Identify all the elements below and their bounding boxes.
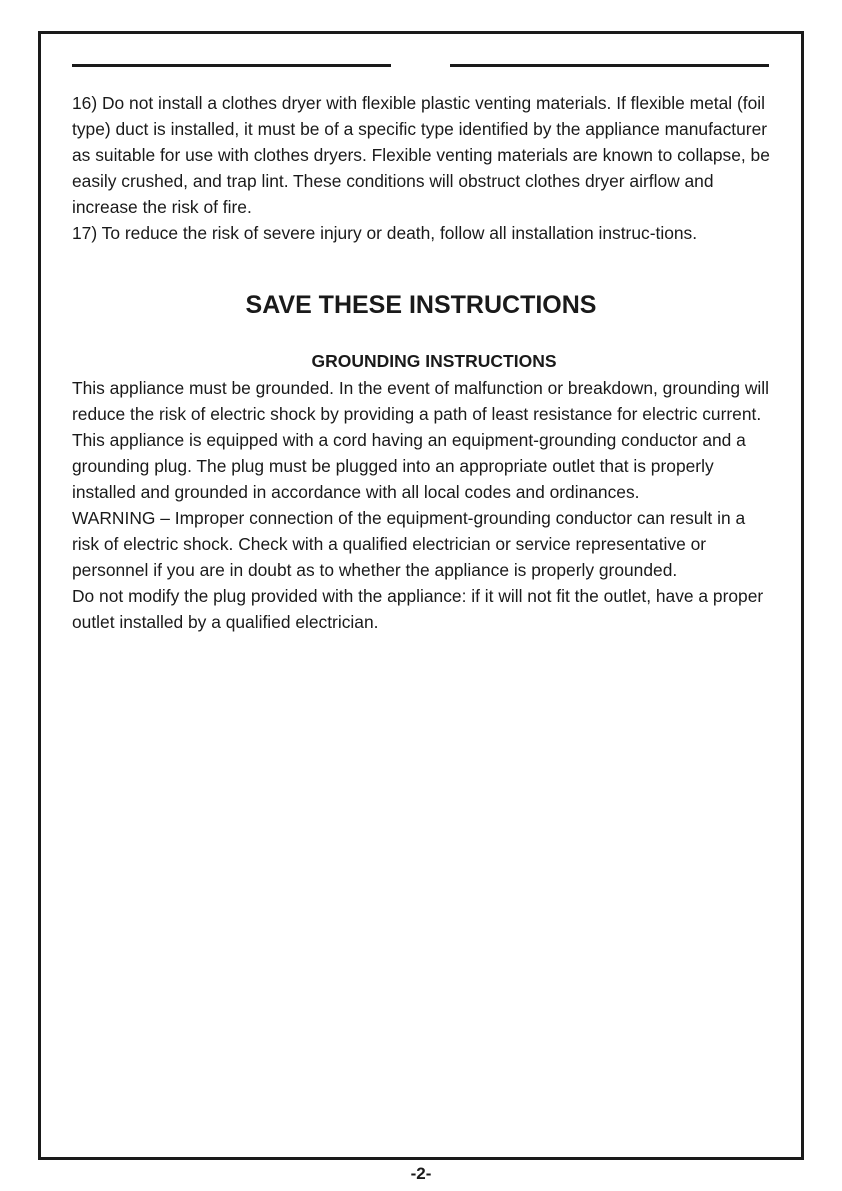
warning-paragraph: WARNING – Improper connection of the equipment-grounding conductor can result in a risk of electric shock. Check with a qualified electrician or service representative or personnel if you are in doubt as to whether the appliance is properly grounded. [72, 508, 746, 580]
plug-paragraph: Do not modify the plug provided with the appliance: if it will not fit the outlet, have a proper outlet installed by a qualified electrician. [72, 586, 764, 632]
safety-items-section [72, 90, 772, 246]
header-rule-left [72, 64, 391, 67]
header-rule-right [450, 64, 769, 67]
grounding-paragraph: This appliance must be grounded. In the event of malfunction or breakdown, grounding will reduce the risk of electric shock by providing a path of least resistance for electric current. This appliance is equipped with a cord having an equipment-grounding conductor and a grounding plug. The plug must be plugged into an appropriate outlet that is properly installed and grounded in accordance with all local codes and ordinances. [72, 378, 770, 502]
save-instructions-heading: SAVE THESE INSTRUCTIONS [245, 291, 597, 319]
safety-item-16: 16) Do not install a clothes dryer with flexible plastic venting materials. If flexible metal (foil type) duct is installed, it must be of a specific type identified by the appliance manufacturer as suitable for use with clothes dryers. Flexible venting materials are known to collapse, be easily crushed, and trap lint. These conditions will obstruct clothes dryer airflow and increase the risk of fire. [72, 93, 770, 217]
grounding-section [72, 375, 772, 635]
safety-item-17: 17) To reduce the risk of severe injury or death, follow all installation instruc-tions. [72, 223, 698, 243]
grounding-instructions-heading: GROUNDING INSTRUCTIONS [311, 351, 557, 371]
page-number: -2- [410, 1164, 432, 1183]
